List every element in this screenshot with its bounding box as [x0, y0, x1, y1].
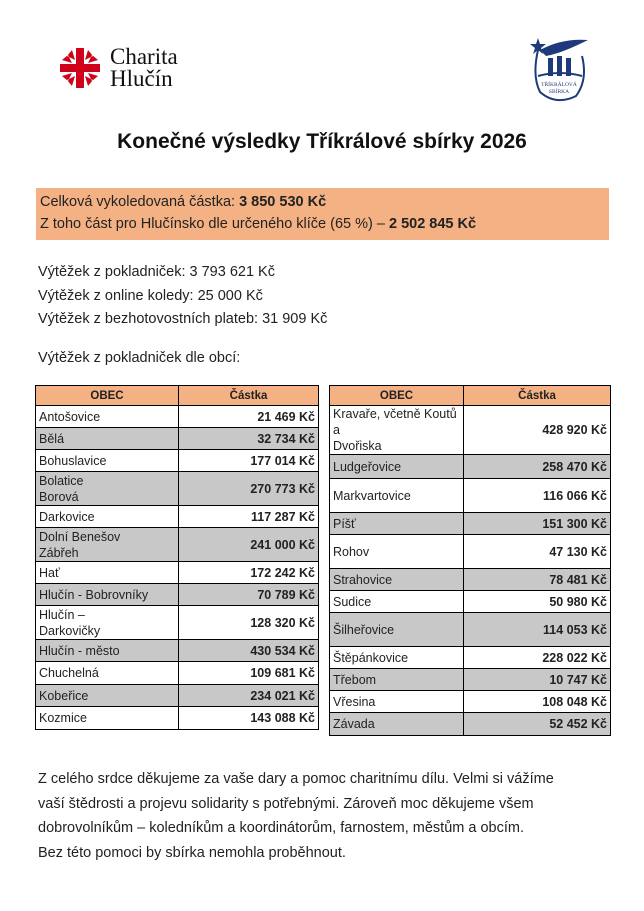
castka-cell: 258 470 Kč	[464, 455, 611, 479]
breakdown-online: Výtěžek z online koledy: 25 000 Kč	[38, 287, 263, 304]
castka-cell: 10 747 Kč	[464, 669, 611, 691]
obec-cell: Rohov	[330, 535, 464, 569]
right-results-table	[329, 385, 611, 736]
obec-cell: Třebom	[330, 669, 464, 691]
obec-cell: Šilheřovice	[330, 613, 464, 647]
table-heading: Výtěžek z pokladniček dle obcí:	[38, 350, 241, 366]
thank-you-line: dobrovolníkům – koledníkům a koordinátorům, farnostem, městům a obcím.	[38, 820, 524, 836]
castka-cell: 70 789 Kč	[179, 584, 319, 606]
table-row	[330, 669, 611, 691]
castka-cell: 47 130 Kč	[464, 535, 611, 569]
castka-cell: 116 066 Kč	[464, 479, 611, 513]
total-label: Celková vykoledovaná částka:	[40, 194, 240, 210]
table-row	[330, 647, 611, 669]
summary-band	[36, 188, 609, 240]
castka-cell: 143 088 Kč	[179, 707, 319, 730]
table-row	[36, 472, 319, 506]
castka-cell: 109 681 Kč	[179, 662, 319, 685]
obec-cell: Štěpánkovice	[330, 647, 464, 669]
share-line	[40, 213, 605, 235]
thank-you-line: Z celého srdce děkujeme za vaše dary a pomoc charitnímu dílu. Velmi si vážíme	[38, 771, 554, 787]
logo-text-hlucin: Hlučín	[110, 66, 173, 91]
castka-cell: 52 452 Kč	[464, 713, 611, 736]
castka-cell: 428 920 Kč	[464, 406, 611, 455]
table-row	[36, 584, 319, 606]
trikralova-sbirka-logo	[526, 36, 592, 104]
obec-cell: Závada	[330, 713, 464, 736]
svg-text:SBÍRKA: SBÍRKA	[548, 89, 570, 95]
castka-cell: 114 053 Kč	[464, 613, 611, 647]
obec-cell: Kobeřice	[36, 685, 179, 707]
castka-cell: 177 014 Kč	[179, 450, 319, 472]
table-row	[36, 685, 319, 707]
table-row	[330, 406, 611, 455]
table-row	[330, 513, 611, 535]
obec-cell: Píšť	[330, 513, 464, 535]
table-row	[36, 640, 319, 662]
obec-cell: Antošovice	[36, 406, 179, 428]
table-row	[36, 662, 319, 685]
breakdown-bezhotovostni: Výtěžek z bezhotovostních plateb: 31 909 Kč	[38, 311, 328, 327]
column-header-castka: Částka	[464, 386, 611, 406]
castka-cell: 32 734 Kč	[179, 428, 319, 450]
logo-text-charita: Charita	[110, 44, 178, 69]
obec-cell: Bolatice Borová	[36, 472, 179, 506]
table-row	[36, 528, 319, 562]
table-row	[330, 591, 611, 613]
obec-cell: Hlučín – Darkovičky	[36, 606, 179, 640]
table-row	[330, 455, 611, 479]
column-header-obec: OBEC	[330, 386, 464, 406]
castka-cell: 78 481 Kč	[464, 569, 611, 591]
charita-hlucin-logo	[58, 46, 178, 90]
table-row	[36, 450, 319, 472]
thank-you-line: Bez této pomoci by sbírka nemohla proběhnout.	[38, 844, 346, 861]
obec-cell: Hať	[36, 562, 179, 584]
table-row	[36, 707, 319, 730]
obec-cell: Markvartovice	[330, 479, 464, 513]
breakdown-list	[38, 261, 327, 332]
table-row	[36, 406, 319, 428]
charita-cross-icon	[58, 46, 102, 90]
obec-cell: Ludgeřovice	[330, 455, 464, 479]
obec-cell: Hlučín - město	[36, 640, 179, 662]
obec-cell: Chuchelná	[36, 662, 179, 685]
breakdown-pokladnicky: Výtěžek z pokladniček: 3 793 621 Kč	[38, 264, 275, 280]
table-row	[36, 562, 319, 584]
column-header-castka: Částka	[179, 386, 319, 406]
obec-cell: Strahovice	[330, 569, 464, 591]
obec-cell: Dolní Benešov Zábřeh	[36, 528, 179, 562]
page-title: Konečné výsledky Tříkrálové sbírky 2026	[117, 130, 527, 153]
table-row	[330, 613, 611, 647]
castka-cell: 21 469 Kč	[179, 406, 319, 428]
svg-text:TŘÍKRÁLOVÁ: TŘÍKRÁLOVÁ	[541, 82, 577, 88]
obec-cell: Vřesina	[330, 691, 464, 713]
castka-cell: 128 320 Kč	[179, 606, 319, 640]
left-results-table	[35, 385, 319, 730]
share-label: Z toho část pro Hlučínsko dle určeného klíče (65 %) –	[40, 216, 389, 232]
table-row	[36, 606, 319, 640]
castka-cell: 117 287 Kč	[179, 506, 319, 528]
total-line	[40, 191, 605, 213]
table-row	[36, 428, 319, 450]
share-value: 2 502 845 Kč	[388, 216, 477, 232]
column-header-obec: OBEC	[36, 386, 179, 406]
table-row	[330, 713, 611, 736]
obec-cell: Sudice	[330, 591, 464, 613]
castka-cell: 50 980 Kč	[464, 591, 611, 613]
obec-cell: Kozmice	[36, 707, 179, 730]
obec-cell: Bohuslavice	[36, 450, 179, 472]
castka-cell: 234 021 Kč	[179, 685, 319, 707]
obec-cell: Kravaře, včetně Koutů a Dvořiska	[330, 406, 464, 455]
obec-cell: Darkovice	[36, 506, 179, 528]
castka-cell: 108 048 Kč	[464, 691, 611, 713]
castka-cell: 270 773 Kč	[179, 472, 319, 506]
total-value: 3 850 530 Kč	[239, 194, 327, 210]
table-row	[330, 569, 611, 591]
table-row	[36, 506, 319, 528]
thank-you-text	[38, 767, 618, 865]
table-row	[330, 535, 611, 569]
table-row	[330, 479, 611, 513]
table-row	[330, 691, 611, 713]
castka-cell: 241 000 Kč	[179, 528, 319, 562]
obec-cell: Bělá	[36, 428, 179, 450]
thank-you-line: vaší štědrosti a projevu solidarity s potřebnými. Zároveň moc děkujeme všem	[38, 795, 534, 812]
castka-cell: 228 022 Kč	[464, 647, 611, 669]
castka-cell: 430 534 Kč	[179, 640, 319, 662]
castka-cell: 172 242 Kč	[179, 562, 319, 584]
castka-cell: 151 300 Kč	[464, 513, 611, 535]
obec-cell: Hlučín - Bobrovníky	[36, 584, 179, 606]
